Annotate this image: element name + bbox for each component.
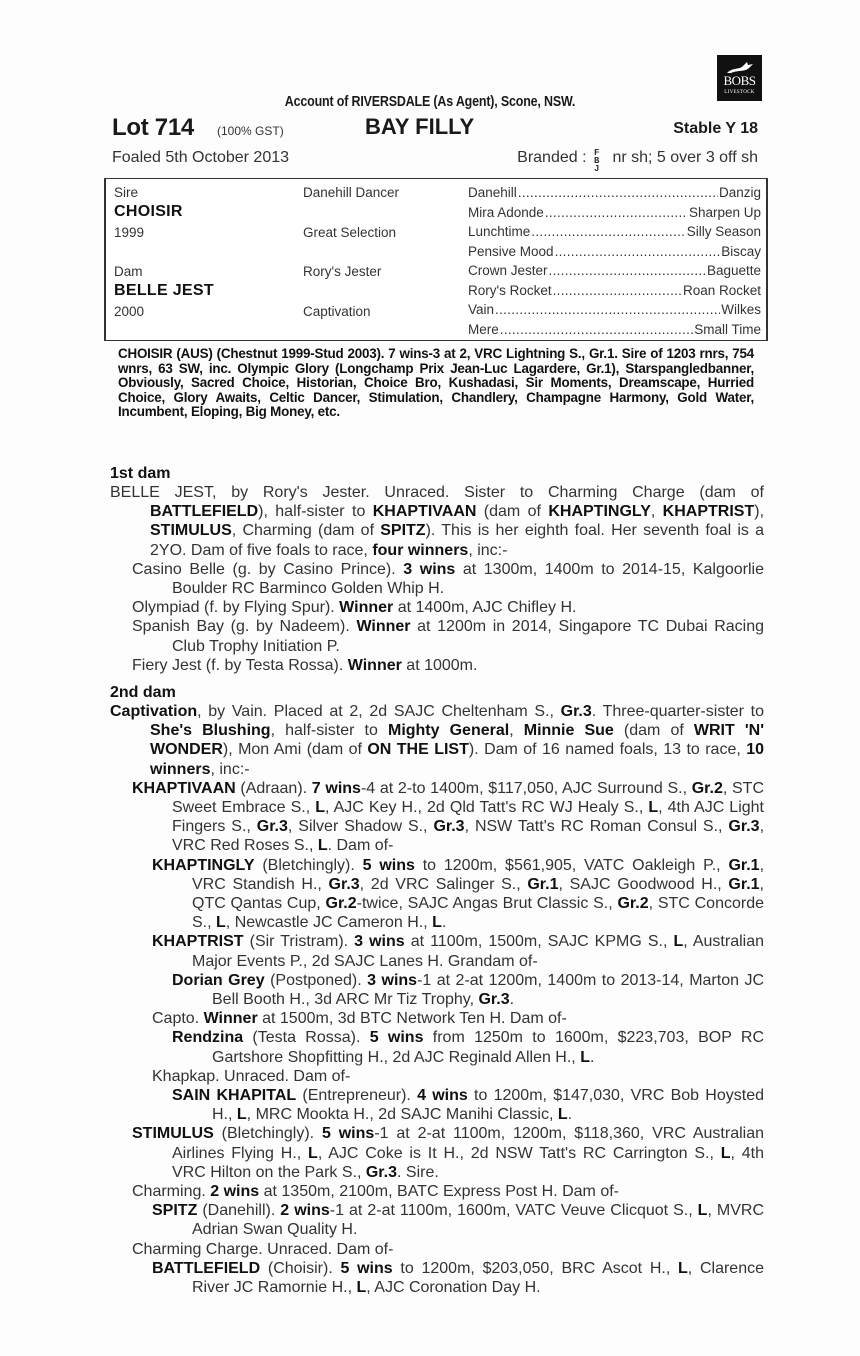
text: . Sire. bbox=[397, 1163, 439, 1181]
brand-mark-icon: FBJ bbox=[593, 148, 600, 174]
bold-text: STIMULUS bbox=[150, 522, 232, 540]
gen3-left: Lunchtime bbox=[468, 224, 531, 239]
bold-text: L bbox=[317, 837, 328, 855]
bold-text: Gr.3 bbox=[256, 818, 288, 836]
gen3-row bbox=[468, 302, 761, 317]
branded-label: Branded : bbox=[517, 149, 587, 166]
bold-text: L bbox=[720, 1144, 731, 1162]
bold-text: WRIT 'N' WONDER bbox=[150, 722, 765, 759]
text: ). This is her eighth foal. Her seventh foal is a 2YO. Dam of five foals to race, bbox=[150, 522, 764, 559]
text: at 1400m, AJC Chifley H. bbox=[393, 599, 577, 617]
text: (dam of bbox=[476, 503, 549, 521]
text: (Sir Tristram). bbox=[243, 933, 355, 951]
bold-text: L bbox=[432, 914, 442, 932]
bold-text: Winner bbox=[339, 599, 394, 617]
bold-text: 3 wins bbox=[403, 560, 456, 578]
text: , NSW Tatt's RC Roman Consul S., bbox=[464, 818, 729, 836]
text: Charming Charge. Unraced. Dam of- bbox=[132, 1240, 394, 1258]
text: ). Dam of 16 named foals, 13 to race, bbox=[468, 741, 747, 759]
sire-dam: Great Selection bbox=[303, 225, 397, 240]
gen3-row bbox=[468, 263, 761, 278]
text: , 2d VRC Salinger S., bbox=[359, 875, 528, 893]
bold-text: L bbox=[678, 1259, 688, 1277]
text: (Choisir). bbox=[260, 1259, 341, 1277]
pedigree-entry bbox=[152, 932, 764, 970]
branded-detail: nr sh; 5 over 3 off sh bbox=[612, 149, 758, 166]
text: . bbox=[441, 914, 447, 932]
bold-text: Mighty General bbox=[387, 722, 510, 740]
bold-text: L bbox=[356, 1279, 367, 1296]
bold-text: L bbox=[236, 1106, 247, 1124]
text: (Testa Rossa). bbox=[243, 1029, 370, 1047]
pedigree-table bbox=[104, 178, 768, 341]
text: at 1300m, 1400m to 2014-15, Kalgoorlie Boulder RC Barminco Golden Whip H. bbox=[172, 560, 765, 597]
pedigree-entry bbox=[110, 483, 764, 560]
text: , AJC Coke is It H., 2d NSW Tatt's RC Carrington S., bbox=[317, 1144, 721, 1162]
gen3-row bbox=[468, 283, 761, 298]
bold-text: 3 wins bbox=[354, 933, 405, 951]
pedigree-entry bbox=[132, 1182, 764, 1201]
gen3-row bbox=[468, 244, 761, 259]
bold-text: Rendzina bbox=[172, 1029, 244, 1047]
gen3-left: Mere bbox=[468, 321, 499, 337]
pedigree-entry bbox=[132, 779, 764, 856]
bold-text: Gr.2 bbox=[691, 779, 723, 797]
dam-name: BELLE JEST bbox=[114, 282, 214, 299]
text: Charming. bbox=[132, 1183, 211, 1200]
pedigree-entry bbox=[132, 1240, 764, 1259]
pedigree-entry bbox=[132, 656, 764, 675]
pedigree-entry bbox=[132, 1124, 764, 1182]
text: at 1200m in 2014, Singapore TC Dubai Racing Club Trophy Initiation P. bbox=[172, 618, 765, 655]
text: , 4th AJC Light Fingers S., bbox=[172, 799, 764, 836]
text: , VRC Red Roses S., bbox=[172, 818, 765, 855]
text: (Entrepreneur). bbox=[296, 1087, 418, 1104]
text: . bbox=[509, 991, 515, 1008]
bold-text: L bbox=[216, 914, 226, 932]
stable-location: Stable Y 18 bbox=[673, 120, 758, 137]
text: to 1200m, $147,030, VRC Bob Hoysted H., bbox=[212, 1087, 764, 1124]
bold-text: 5 wins bbox=[321, 1125, 375, 1143]
dam-label: Dam bbox=[114, 264, 143, 279]
bold-text: L bbox=[315, 799, 325, 816]
logo-name: BOBS bbox=[723, 73, 756, 88]
pedigree-entry bbox=[152, 856, 764, 933]
first-dam-heading: 1st dam bbox=[110, 465, 171, 482]
text: -twice, SAJC Angas Brut Classic S., bbox=[356, 895, 618, 912]
bold-text: SPITZ bbox=[380, 522, 426, 540]
text: ), Mon Ami (dam of bbox=[222, 741, 368, 759]
bold-text: KHAPTIVAAN bbox=[132, 779, 236, 797]
bold-text: Captivation bbox=[110, 703, 198, 720]
text: , AJC Key H., 2d Qld Tatt's RC WJ Healy S., bbox=[325, 799, 649, 816]
gen3-row bbox=[468, 224, 761, 239]
gen3-left: Danehill bbox=[468, 185, 517, 200]
text: , Australian Major Events P., 2d SAJC Lanes H. Grandam of- bbox=[192, 933, 765, 970]
text: Khapkap. Unraced. Dam of- bbox=[152, 1067, 351, 1085]
bold-text: Gr.1 bbox=[527, 875, 559, 893]
bold-text: KHAPTRIST bbox=[152, 933, 244, 951]
text: at 1000m. bbox=[401, 656, 478, 674]
bold-text: Winner bbox=[347, 656, 402, 674]
text: Spanish Bay (g. by Nadeem). bbox=[132, 618, 357, 636]
text: , Charming (dam of bbox=[231, 522, 381, 540]
bold-text: KHAPTIVAAN bbox=[372, 503, 477, 521]
bold-text: Dorian Grey bbox=[172, 971, 265, 989]
text: , inc:- bbox=[210, 760, 250, 778]
bold-text: L bbox=[648, 799, 659, 816]
bold-text: SPITZ bbox=[152, 1202, 198, 1220]
bold-text: 4 wins bbox=[417, 1087, 468, 1104]
gen3-right: Silly Season bbox=[686, 224, 761, 239]
text: , Newcastle JC Cameron H., bbox=[225, 914, 433, 932]
text: , bbox=[509, 722, 524, 740]
text: at 1100m, 1500m, SAJC KPMG S., bbox=[404, 933, 674, 951]
bold-text: L bbox=[673, 933, 684, 951]
gen3-left: Mira Adonde bbox=[468, 204, 544, 220]
bold-text: Gr.1 bbox=[728, 875, 760, 893]
pedigree-entry bbox=[152, 1009, 764, 1028]
text: , Clarence River JC Ramornie H., bbox=[192, 1259, 764, 1296]
text: , STC Concorde S., bbox=[192, 895, 764, 932]
bold-text: L bbox=[580, 1048, 590, 1066]
bold-text: 2 wins bbox=[210, 1183, 260, 1200]
text: ), half-sister to bbox=[258, 503, 373, 521]
bold-text: four winners bbox=[372, 541, 469, 559]
bold-text: 5 wins bbox=[340, 1259, 393, 1277]
bold-text: STIMULUS bbox=[132, 1125, 214, 1143]
bold-text: 5 wins bbox=[369, 1029, 424, 1047]
text: , MRC Mookta H., 2d SAJC Manihi Classic, bbox=[246, 1106, 558, 1124]
vendor-account: Account of RIVERSDALE (As Agent), Scone, NSW. bbox=[284, 94, 576, 110]
text: . bbox=[589, 1048, 595, 1066]
second-dam-heading: 2nd dam bbox=[110, 684, 176, 701]
text: , by Vain. Placed at 2, 2d SAJC Cheltenham S., bbox=[197, 703, 561, 720]
gen3-right: Biscay bbox=[721, 243, 761, 259]
text: -1 at 2-at 1200m, 1400m to 2013-14, Marton JC Bell Booth H., 3d ARC Mr Tiz Trophy, bbox=[212, 971, 765, 1008]
gst-note: (100% GST) bbox=[217, 124, 284, 138]
pedigree-entry bbox=[152, 1201, 764, 1239]
bold-text: Winner bbox=[356, 618, 411, 636]
text: , AJC Coronation Day H. bbox=[366, 1279, 541, 1296]
gen3-right: Small Time bbox=[694, 321, 761, 337]
bold-text: SAIN KHAPITAL bbox=[172, 1087, 297, 1104]
dam-dam: Captivation bbox=[303, 304, 371, 319]
bold-text: She's Blushing bbox=[150, 722, 271, 740]
text: (dam of bbox=[613, 722, 694, 740]
text: -1 at 2-at 1100m, 1200m, $118,360, VRC Australian Airlines Flying H., bbox=[172, 1125, 765, 1162]
text: , inc:- bbox=[468, 541, 508, 559]
gen3-right: Wilkes bbox=[721, 302, 761, 317]
gen3-right: Baguette bbox=[706, 263, 761, 278]
bold-text: Winner bbox=[203, 1010, 258, 1028]
text: . bbox=[567, 1106, 573, 1124]
horse-description: BAY FILLY bbox=[365, 114, 475, 139]
bold-text: KHAPTRIST bbox=[662, 503, 755, 521]
gen3-row bbox=[468, 185, 761, 200]
text: -4 at 2-to 1400m, $117,050, AJC Surround S., bbox=[360, 779, 692, 797]
bold-text: KHAPTINGLY bbox=[548, 503, 651, 521]
text: (Bletchingly). bbox=[254, 856, 363, 874]
bold-text: 3 wins bbox=[367, 971, 418, 989]
text: Casino Belle (g. by Casino Prince). bbox=[132, 560, 404, 578]
bold-text: BATTLEFIELD bbox=[152, 1259, 261, 1277]
bold-text: Gr.2 bbox=[325, 895, 357, 912]
pedigree-entry bbox=[172, 1086, 764, 1124]
text: (Adraan). bbox=[235, 779, 312, 797]
bold-text: Gr.3 bbox=[728, 818, 760, 836]
pedigree-entry bbox=[152, 1259, 764, 1297]
gen3-right: Sharpen Up bbox=[688, 204, 761, 220]
bold-text: Gr.3 bbox=[433, 818, 465, 836]
brand-info bbox=[517, 149, 758, 173]
text: . Dam of- bbox=[327, 837, 394, 855]
text: from 1250m to 1600m, $223,703, BOP RC Gartshore Shopfitting H., 2d AJC Reginald Allen H., bbox=[212, 1029, 764, 1066]
bold-text: ON THE LIST bbox=[367, 741, 469, 759]
bold-text: BATTLEFIELD bbox=[150, 503, 259, 521]
dam-year: 2000 bbox=[114, 304, 145, 319]
gen3-left: Pensive Mood bbox=[468, 243, 554, 259]
gen3-row bbox=[468, 205, 761, 220]
gen3-left: Vain bbox=[468, 302, 495, 317]
gen3-left: Rory's Rocket bbox=[468, 282, 552, 298]
bold-text: Gr.1 bbox=[728, 856, 760, 874]
text: , VRC Standish H., bbox=[192, 856, 765, 893]
bold-text: Minnie Sue bbox=[523, 722, 614, 740]
gen3-row bbox=[468, 322, 761, 337]
bold-text: 2 wins bbox=[280, 1202, 330, 1220]
text: Fiery Jest (f. by Testa Rossa). bbox=[132, 656, 348, 674]
text: -1 at 2-at 1100m, 1600m, VATC Veuve Clicquot S., bbox=[329, 1202, 698, 1220]
bold-text: L bbox=[557, 1106, 568, 1124]
pedigree-entry bbox=[132, 560, 764, 598]
text: , bbox=[650, 503, 663, 521]
text: at 1350m, 2100m, BATC Express Post H. Dam of- bbox=[259, 1183, 619, 1200]
bold-text: Gr.3 bbox=[328, 875, 360, 893]
text: Olympiad (f. by Flying Spur). bbox=[132, 599, 340, 617]
text: , SAJC Goodwood H., bbox=[558, 875, 729, 893]
gen3-right: Danzig bbox=[718, 185, 761, 200]
sire-label: Sire bbox=[114, 185, 139, 200]
text: , half-sister to bbox=[270, 722, 388, 740]
foaling-date: Foaled 5th October 2013 bbox=[112, 149, 290, 166]
sire-summary: CHOISIR (AUS) (Chestnut 1999-Stud 2003). 7 wins-3 at 2, VRC Lightning S., Gr.1. Sire of 1203 rnrs, 754 wnrs, 63 SW, inc. Olympic Glory (Longchamp Prix Jean-Luc Lagardere, Gr.1), Starspangledbanner, Obviously, Sacred Choice, Historian, Choice Bro, Kushadasi, Sir Moments, Dreamscape, Hurried Choice, Glory Awaits, Celtic Dancer, Stimulation, Chandlery, Champagne Harmony, Gold Water, Incumbent, Eloping, Big Money, etc. bbox=[118, 346, 754, 419]
text: Capto. bbox=[152, 1010, 204, 1028]
sire-name: CHOISIR bbox=[114, 203, 183, 220]
text: , Silver Shadow S., bbox=[287, 818, 434, 836]
bold-text: 10 winners bbox=[150, 741, 765, 778]
text: to 1200m, $561,905, VATC Oakleigh P., bbox=[414, 856, 729, 874]
bold-text: 5 wins bbox=[362, 856, 415, 874]
text: ), bbox=[754, 503, 765, 521]
gen3-right: Roan Rocket bbox=[682, 282, 761, 298]
logo-subtitle: LIVESTOCK bbox=[724, 90, 755, 95]
sire-sire: Danehill Dancer bbox=[303, 185, 400, 200]
pedigree-entry bbox=[110, 702, 764, 779]
pedigree-entry bbox=[172, 1028, 764, 1066]
pedigree-entry bbox=[132, 617, 764, 655]
pedigree-entry bbox=[172, 971, 764, 1009]
bold-text: L bbox=[308, 1144, 318, 1162]
text: to 1200m, $203,050, BRC Ascot H., bbox=[392, 1259, 679, 1277]
text: BELLE JEST, by Rory's Jester. Unraced. Sister to Charming Charge (dam of bbox=[110, 484, 764, 501]
bold-text: Gr.3 bbox=[478, 991, 510, 1008]
gen3-left: Crown Jester bbox=[468, 263, 548, 278]
sire-year: 1999 bbox=[114, 225, 145, 240]
dam-sire: Rory's Jester bbox=[303, 264, 382, 279]
bold-text: Gr.2 bbox=[617, 895, 649, 912]
lot-number: Lot 714 bbox=[112, 114, 194, 141]
text: , STC Sweet Embrace S., bbox=[172, 779, 765, 816]
text: (Bletchingly). bbox=[213, 1125, 322, 1143]
text: (Danehill). bbox=[197, 1202, 281, 1220]
text: at 1500m, 3d BTC Network Ten H. Dam of- bbox=[257, 1010, 567, 1028]
bold-text: L bbox=[697, 1202, 708, 1220]
pedigree-entry bbox=[152, 1067, 764, 1086]
bold-text: Gr.3 bbox=[365, 1163, 397, 1181]
text: . Three-quarter-sister to bbox=[591, 703, 765, 720]
text: , QTC Qantas Cup, bbox=[192, 875, 764, 912]
bold-text: Gr.3 bbox=[560, 703, 592, 720]
text: (Postponed). bbox=[264, 971, 368, 989]
pedigree-entry bbox=[132, 598, 764, 617]
bold-text: 7 wins bbox=[311, 779, 361, 797]
text: , 4th VRC Hilton on the Park S., bbox=[172, 1144, 765, 1181]
bold-text: KHAPTINGLY bbox=[152, 856, 255, 874]
text: , MVRC Adrian Swan Quality H. bbox=[192, 1202, 764, 1239]
